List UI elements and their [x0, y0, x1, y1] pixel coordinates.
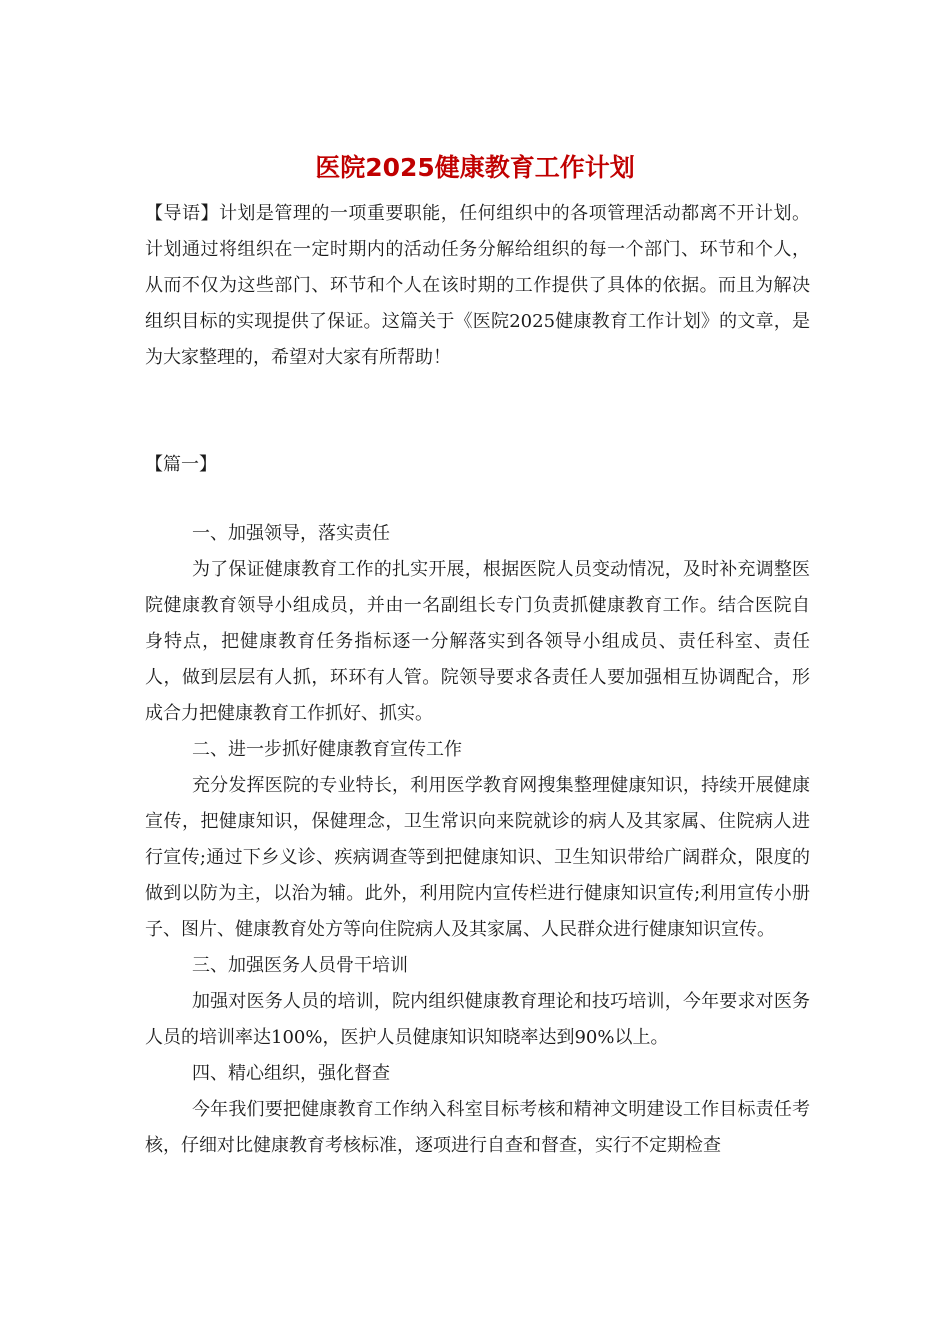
section-heading: 一、加强领导，落实责任 [192, 523, 390, 544]
document-title: 医院2025健康教育工作计划 [315, 153, 635, 182]
section-heading: 三、加强医务人员骨干培训 [192, 955, 408, 976]
intro-paragraph: 【导语】计划是管理的一项重要职能，任何组织中的各项管理活动都离不开计划。计划通过将组织在一定时期内的活动任务分解给组织的每一个部门、环节和个人，从而不仅为这些部门、环节和个人在该时期的工作提供了具体的依据。而且为解决组织目标的实现提供了保证。这篇关于《医院2025健康教育工作计划》的文章，是为大家整理的，希望对大家有所帮助！ [145, 203, 810, 368]
section-heading: 二、进一步抓好健康教育宣传工作 [192, 739, 462, 760]
section-label: 【篇一】 [145, 454, 217, 475]
section-heading: 四、精心组织，强化督查 [192, 1063, 390, 1084]
document-body [145, 516, 810, 1164]
section-paragraph: 充分发挥医院的专业特长，利用医学教育网搜集整理健康知识，持续开展健康宣传，把健康知识，保健理念，卫生常识向来院就诊的病人及其家属、住院病人进行宣传;通过下乡义诊、疾病调查等到把健康知识、卫生知识带给广阔群众，限度的做到以防为主，以治为辅。此外，利用院内宣传栏进行健康知识宣传;利用宣传小册子、图片、健康教育处方等向住院病人及其家属、人民群众进行健康知识宣传。 [145, 775, 810, 940]
section-paragraph: 加强对医务人员的培训，院内组织健康教育理论和技巧培训，今年要求对医务人员的培训率达100%，医护人员健康知识知晓率达到90%以上。 [145, 991, 810, 1048]
section-paragraph: 为了保证健康教育工作的扎实开展，根据医院人员变动情况，及时补充调整医院健康教育领导小组成员，并由一名副组长专门负责抓健康教育工作。结合医院自身特点，把健康教育任务指标逐一分解落实到各领导小组成员、责任科室、责任人，做到层层有人抓，环环有人管。院领导要求各责任人要加强相互协调配合，形成合力把健康教育工作抓好、抓实。 [145, 559, 810, 724]
section-paragraph: 今年我们要把健康教育工作纳入科室目标考核和精神文明建设工作目标责任考核，仔细对比健康教育考核标准，逐项进行自查和督查，实行不定期检查 [145, 1099, 810, 1156]
